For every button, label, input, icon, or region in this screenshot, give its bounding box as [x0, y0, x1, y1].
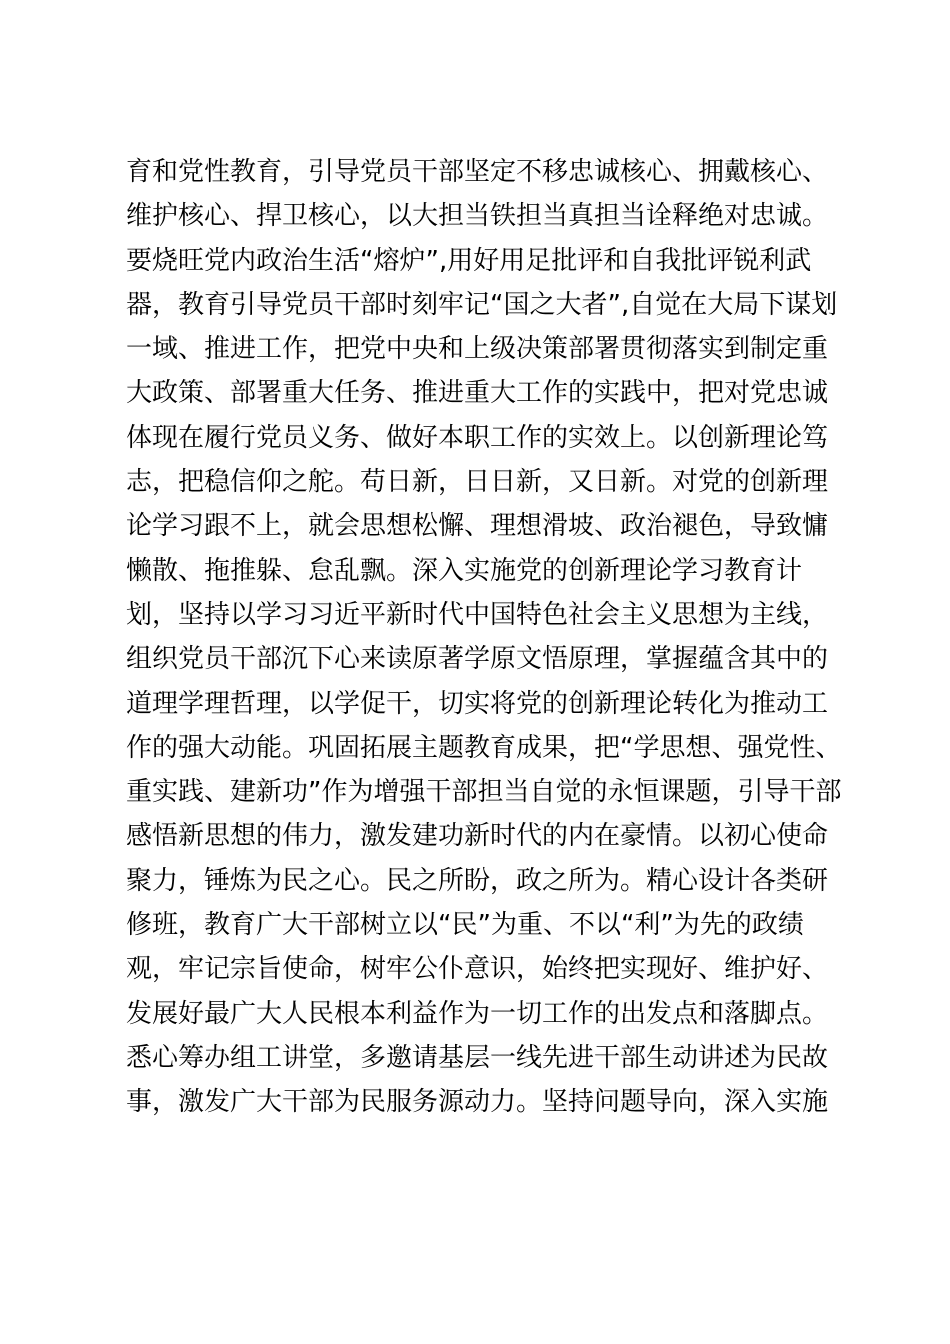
text-line: 论学习跟不上，就会思想松懈、理想滑坡、政治褪色，导致慵: [126, 511, 829, 542]
text-line: 重实践、建新功”作为增强干部担当自觉的永恒课题，引导干部: [126, 777, 842, 808]
text-line: 感悟新思想的伟力，激发建功新时代的内在豪情。以初心使命: [126, 821, 829, 852]
text-line: 悉心筹办组工讲堂，多邀请基层一线先进干部生动讲述为民故: [126, 1042, 829, 1073]
text-line: 维护核心、捍卫核心，以大担当铁担当真担当诠释绝对忠诚。: [126, 201, 829, 232]
text-line: 大政策、部署重大任务、推进重大工作的实践中，把对党忠诚: [126, 378, 829, 409]
text-line: 作的强大动能。巩固拓展主题教育成果，把“学思想、强党性、: [126, 732, 842, 763]
text-line: 一域、推进工作，把党中央和上级决策部署贯彻落实到制定重: [126, 334, 829, 365]
text-line: 发展好最广大人民根本利益作为一切工作的出发点和落脚点。: [126, 998, 829, 1029]
body-text: [126, 150, 846, 1125]
text-line: 懒散、拖推躲、怠乱飘。深入实施党的创新理论学习教育计: [126, 555, 803, 586]
text-line: 划，坚持以学习习近平新时代中国特色社会主义思想为主线，: [126, 599, 829, 630]
text-line: 聚力，锤炼为民之心。民之所盼，政之所为。精心设计各类研: [126, 865, 829, 896]
text-line: 组织党员干部沉下心来读原著学原文悟原理，掌握蕴含其中的: [126, 644, 829, 675]
text-line: 道理学理哲理，以学促干，切实将党的创新理论转化为推动工: [126, 688, 829, 719]
text-line: 器，教育引导党员干部时刻牢记“国之大者”,自觉在大局下谋划: [126, 289, 838, 320]
text-line: 观，牢记宗旨使命，树牢公仆意识，始终把实现好、维护好、: [126, 954, 829, 985]
text-line: 事，激发广大干部为民服务源动力。坚持问题导向，深入实施: [126, 1087, 829, 1118]
text-line: 修班，教育广大干部树立以“民”为重、不以“利”为先的政绩: [126, 910, 804, 941]
text-line: 体现在履行党员义务、做好本职工作的实效上。以创新理论笃: [126, 422, 829, 453]
text-line: 育和党性教育，引导党员干部坚定不移忠诚核心、拥戴核心、: [126, 157, 829, 187]
text-line: 要烧旺党内政治生活“熔炉”,用好用足批评和自我批评锐利武: [126, 245, 812, 276]
text-line: 志，把稳信仰之舵。苟日新，日日新，又日新。对党的创新理: [126, 467, 829, 498]
